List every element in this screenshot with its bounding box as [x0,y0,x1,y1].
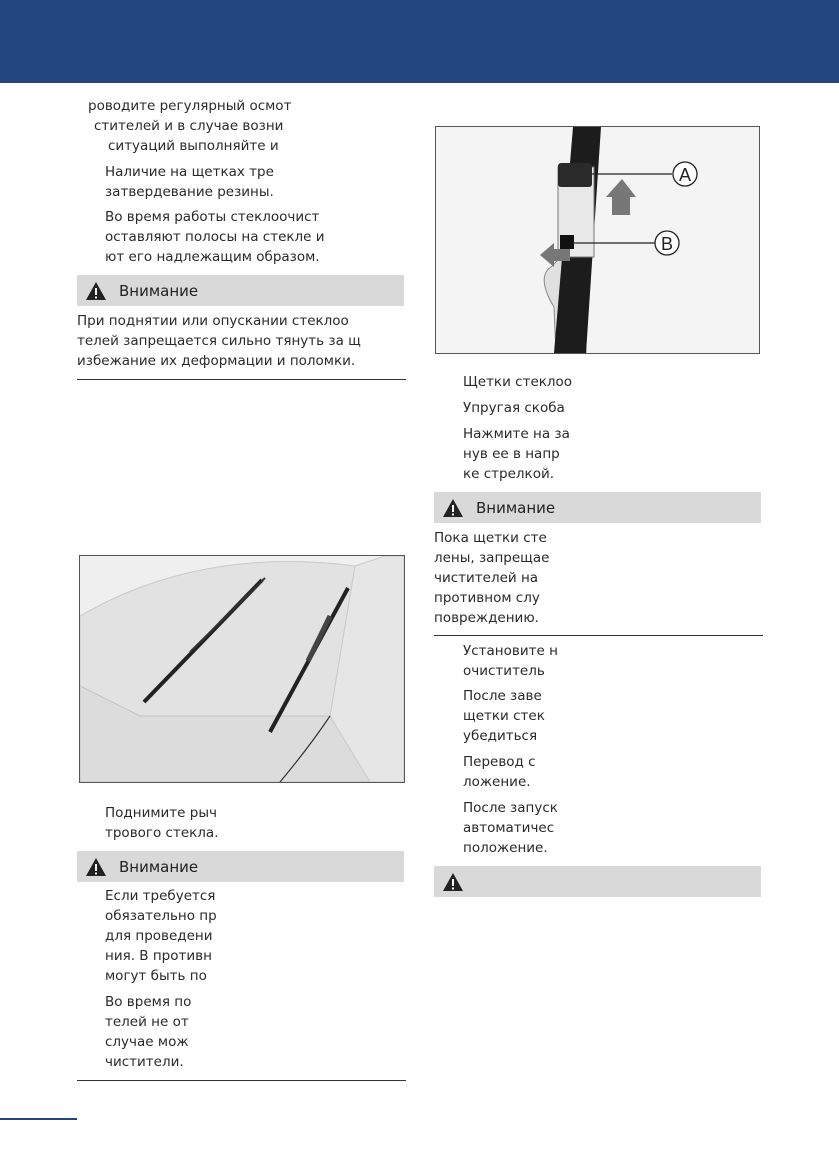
warning-title: Внимание [119,857,199,876]
intro-paragraph: роводите регулярный осмот стителей и в случае возни ситуаций выполняйте и [88,98,292,154]
warning-text-2a: Если требуется обязательно пр для проведени ния. В противн могут быть по [105,888,217,984]
bullet-after-finish: После заве щетки стек убедиться [463,688,545,744]
divider [434,635,763,636]
warning-box-1 [77,275,404,306]
footer-accent-line [0,1118,77,1120]
warning-box-2 [77,851,404,882]
warning-triangle-icon [442,498,464,518]
warning-title: Внимание [476,498,556,517]
warning-title: Внимание [119,281,199,300]
warning-triangle-icon [85,857,107,877]
divider [77,379,406,380]
divider [77,1080,406,1081]
bullet-move: Перевод с ложение. [463,754,536,790]
legend-b: Упругая скоба [463,400,565,416]
step-raise-lever: Поднимите рыч трового стекла. [105,805,219,841]
legend-a: Щетки стеклоо [463,374,573,390]
warning-box-4 [434,866,761,897]
warning-box-3 [434,492,761,523]
legend-step: Нажмите на за нув ее в напр ке стрелкой. [463,426,570,482]
bullet-install: Установите н очиститель [463,643,558,679]
warning-triangle-icon [85,281,107,301]
bullet-after-start: После запуск автоматичес положение. [463,800,558,856]
wiper-clip-figure [435,126,760,354]
bullet-rubber: Наличие на щетках тре затвердевание резины. [105,164,274,200]
warning-text-1: При поднятии или опускании стеклоо телей запрещается сильно тянуть за щ избежание их деформации и поломки. [77,313,361,369]
callout-b-label: B [660,234,674,254]
warning-triangle-icon [442,872,464,892]
warning-text-3: Пока щетки сте лены, запрещае чистителей на противном слу повреждению. [434,530,550,626]
warning-text-2b: Во время по телей не от случае мож чистители. [105,994,192,1070]
windshield-figure [79,555,405,783]
page-header-band [0,0,839,83]
bullet-streaks: Во время работы стеклоочист оставляют полосы на стекле и ют его надлежащим образом. [105,209,325,265]
callout-a-label: A [678,165,692,185]
